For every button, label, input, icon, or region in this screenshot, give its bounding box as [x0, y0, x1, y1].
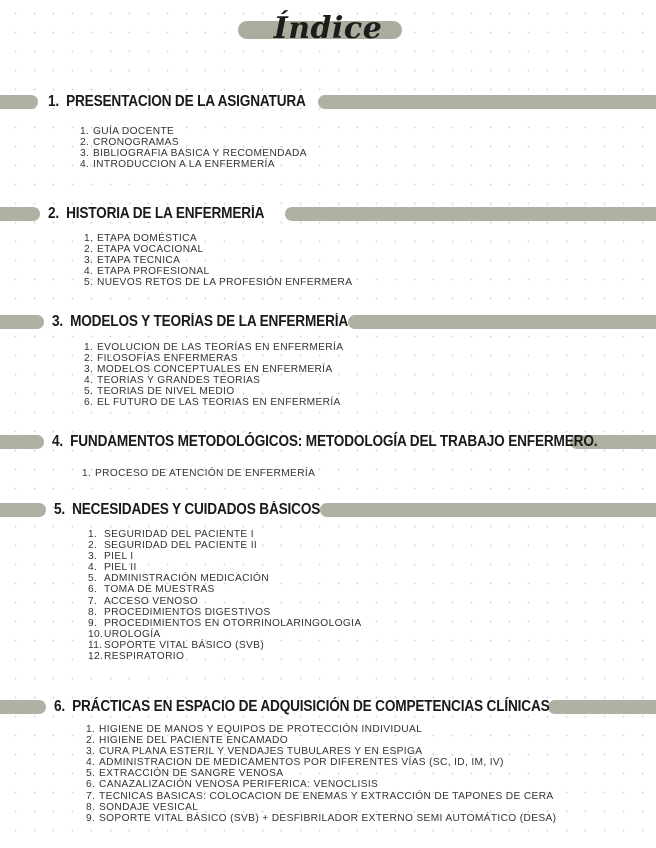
list-item-label: GUÍA DOCENTE	[93, 126, 175, 137]
section-title: FUNDAMENTOS METODOLÓGICOS: METODOLOGÍA DEL TRABAJO ENFERMERO.	[70, 433, 598, 450]
list-item	[88, 629, 361, 640]
list-item-number: 4.	[84, 266, 94, 278]
list-item-number: 4.	[84, 375, 94, 387]
list-item-number: 3.	[84, 255, 94, 267]
list-item-label: ETAPA VOCACIONAL	[97, 244, 204, 256]
list-item-label: PIEL I	[104, 551, 134, 563]
list-item-label: ETAPA PROFESIONAL	[97, 266, 210, 278]
list-item	[86, 779, 556, 790]
list-item	[86, 791, 556, 802]
list-item	[86, 724, 556, 735]
list-item-number: 1.	[82, 468, 92, 479]
list-item	[86, 802, 556, 813]
list-item-number: 1.	[86, 724, 96, 735]
list-item-number: 5.	[84, 386, 94, 398]
list-item-label: SEGURIDAD DEL PACIENTE I	[104, 529, 254, 540]
list-item-label: SONDAJE VESICAL	[99, 801, 199, 813]
list-item-number: 9.	[86, 812, 96, 824]
section-item-list	[88, 529, 361, 662]
section-bar-right	[320, 503, 656, 517]
list-item-label: NUEVOS RETOS DE LA PROFESIÓN ENFERMERA	[97, 277, 353, 289]
section-number: 5.	[54, 501, 66, 518]
section-heading	[54, 697, 550, 717]
list-item-label: ADMINISTRACION DE MEDICAMENTOS POR DIFERENTES VÍAS (SC, ID, IM, IV)	[99, 757, 504, 769]
list-item	[80, 159, 307, 170]
list-item-label: UROLOGÍA	[104, 628, 161, 640]
list-item	[84, 342, 343, 353]
list-item	[88, 573, 361, 584]
list-item-label: ADMINISTRACIÓN MEDICACIÓN	[104, 573, 269, 585]
list-item	[88, 640, 361, 651]
list-item	[84, 277, 352, 288]
list-item-label: HIGIENE DE MANOS Y EQUIPOS DE PROTECCIÓN INDIVIDUAL	[99, 724, 423, 735]
list-item-label: ETAPA TECNICA	[97, 255, 181, 267]
list-item	[86, 735, 556, 746]
section-item-list	[80, 126, 307, 170]
list-item-number: 6.	[86, 779, 96, 791]
section-heading	[54, 500, 320, 520]
list-item-label: ETAPA DOMÉSTICA	[97, 233, 197, 244]
list-item-label: SOPORTE VITAL BÁSICO (SVB)	[104, 639, 265, 651]
list-item-number: 1.	[88, 529, 98, 540]
list-item	[84, 244, 352, 255]
list-item	[80, 137, 307, 148]
list-item-number: 2.	[84, 244, 94, 256]
list-item-label: EXTRACCIÓN DE SANGRE VENOSA	[99, 768, 284, 780]
list-item-number: 2.	[86, 735, 96, 747]
list-item	[86, 768, 556, 779]
list-item	[88, 562, 361, 573]
list-item-label: PROCEDIMIENTOS EN OTORRINOLARINGOLOGIA	[104, 617, 362, 629]
list-item-number: 6.	[88, 584, 98, 596]
list-item-label: ACCESO VENOSO	[104, 595, 198, 607]
list-item-number: 3.	[84, 364, 94, 376]
list-item-number: 5.	[84, 277, 94, 289]
list-item-label: EVOLUCION DE LAS TEORÍAS EN ENFERMERÍA	[97, 342, 344, 353]
section-number: 1.	[48, 93, 60, 110]
section-title: PRESENTACION DE LA ASIGNATURA	[66, 93, 306, 110]
section-item-list	[84, 342, 343, 409]
section-title: NECESIDADES Y CUIDADOS BÁSICOS	[72, 501, 321, 518]
section-bar-left	[0, 207, 40, 221]
list-item	[88, 540, 361, 551]
section-bar-left	[0, 503, 46, 517]
list-item-number: 1.	[84, 342, 94, 353]
list-item-number: 11.	[88, 639, 103, 651]
list-item	[84, 375, 343, 386]
list-item-number: 2.	[80, 137, 90, 149]
list-item	[88, 607, 361, 618]
section-heading	[52, 312, 348, 332]
list-item-label: RESPIRATORIO	[104, 651, 185, 663]
section-item-list	[84, 233, 352, 288]
list-item	[80, 148, 307, 159]
list-item-label: BIBLIOGRAFIA BASICA Y RECOMENDADA	[93, 148, 307, 160]
list-item-number: 9.	[88, 617, 98, 629]
list-item	[86, 757, 556, 768]
list-item-label: PROCEDIMIENTOS DIGESTIVOS	[104, 606, 271, 618]
section-heading	[48, 92, 306, 112]
section-bar-right	[348, 315, 656, 329]
list-item-number: 5.	[88, 573, 98, 585]
list-item-number: 3.	[86, 746, 96, 758]
list-item-number: 4.	[86, 757, 96, 769]
list-item	[88, 618, 361, 629]
list-item	[88, 551, 361, 562]
list-item-label: CRONOGRAMAS	[93, 137, 179, 149]
list-item-label: MODELOS CONCEPTUALES EN ENFERMERÍA	[97, 364, 333, 376]
list-item-number: 6.	[84, 397, 94, 409]
section-bar-right	[318, 95, 656, 109]
list-item-number: 4.	[80, 159, 90, 171]
section-title: MODELOS Y TEORÍAS DE LA ENFERMERÍA	[70, 313, 349, 330]
section-bar-left	[0, 435, 44, 449]
section-number: 2.	[48, 205, 60, 222]
page-header	[0, 8, 656, 52]
list-item	[88, 596, 361, 607]
list-item-number: 8.	[86, 801, 96, 813]
list-item-number: 1.	[84, 233, 94, 244]
list-item-label: PROCESO DE ATENCIÓN DE ENFERMERÍA	[95, 468, 316, 479]
list-item	[84, 266, 352, 277]
list-item-number: 2.	[88, 540, 98, 552]
list-item	[88, 651, 361, 662]
section-bar-left	[0, 95, 38, 109]
list-item-label: TEORIAS DE NIVEL MEDIO	[97, 386, 235, 398]
list-item	[86, 746, 556, 757]
section-number: 4.	[52, 433, 64, 450]
list-item-label: CANAZALIZACIÓN VENOSA PERIFERICA: VENOCLISIS	[99, 779, 379, 791]
list-item-label: TECNICAS BASICAS: COLOCACION DE ENEMAS Y EXTRACCIÓN DE TAPONES DE CERA	[99, 790, 554, 802]
list-item-label: INTRODUCCION A LA ENFERMERÍA	[93, 159, 275, 171]
list-item	[86, 813, 556, 824]
section-bar-left	[0, 700, 46, 714]
list-item-label: CURA PLANA ESTERIL Y VENDAJES TUBULARES Y EN ESPIGA	[99, 746, 423, 758]
list-item-label: SEGURIDAD DEL PACIENTE II	[104, 540, 258, 552]
list-item-number: 7.	[88, 595, 98, 607]
list-item	[80, 126, 307, 137]
list-item-number: 12.	[88, 651, 104, 663]
list-item-label: EL FUTURO DE LAS TEORIAS EN ENFERMERÍA	[97, 397, 341, 409]
list-item	[84, 386, 343, 397]
list-item-label: TEORIAS Y GRANDES TEORIAS	[97, 375, 261, 387]
list-item-label: FILOSOFÍAS ENFERMERAS	[97, 353, 238, 365]
list-item-label: SOPORTE VITAL BÁSICO (SVB) + DESFIBRILADOR EXTERNO SEMI AUTOMÁTICO (DESA)	[99, 812, 557, 824]
list-item-label: TOMA DE MUESTRAS	[104, 584, 215, 596]
list-item-number: 5.	[86, 768, 96, 780]
list-item-number: 7.	[86, 790, 96, 802]
section-bar-right	[285, 207, 656, 221]
list-item	[84, 397, 343, 408]
section-heading	[48, 204, 264, 224]
list-item-number: 10.	[88, 628, 104, 640]
list-item	[82, 468, 315, 479]
list-item	[84, 233, 352, 244]
section-title: HISTORIA DE LA ENFERMERÍA	[66, 205, 265, 222]
list-item-number: 8.	[88, 606, 98, 618]
section-bar-left	[0, 315, 44, 329]
list-item	[84, 255, 352, 266]
section-number: 3.	[52, 313, 64, 330]
page-title: Índice	[273, 11, 383, 46]
section-bar-right	[548, 700, 656, 714]
list-item-number: 4.	[88, 562, 98, 574]
list-item-label: PIEL II	[104, 562, 137, 574]
section-item-list	[86, 724, 556, 824]
list-item	[84, 353, 343, 364]
list-item-number: 1.	[80, 126, 90, 137]
list-item-number: 3.	[80, 148, 90, 160]
list-item-number: 2.	[84, 353, 94, 365]
list-item	[88, 529, 361, 540]
section-number: 6.	[54, 698, 66, 715]
list-item-label: HIGIENE DEL PACIENTE ENCAMADO	[99, 735, 289, 747]
list-item	[88, 584, 361, 595]
section-heading	[52, 432, 597, 452]
list-item	[84, 364, 343, 375]
section-item-list	[82, 468, 315, 479]
section-title: PRÁCTICAS EN ESPACIO DE ADQUISICIÓN DE COMPETENCIAS CLÍNICAS	[72, 698, 550, 715]
list-item-number: 3.	[88, 551, 98, 563]
